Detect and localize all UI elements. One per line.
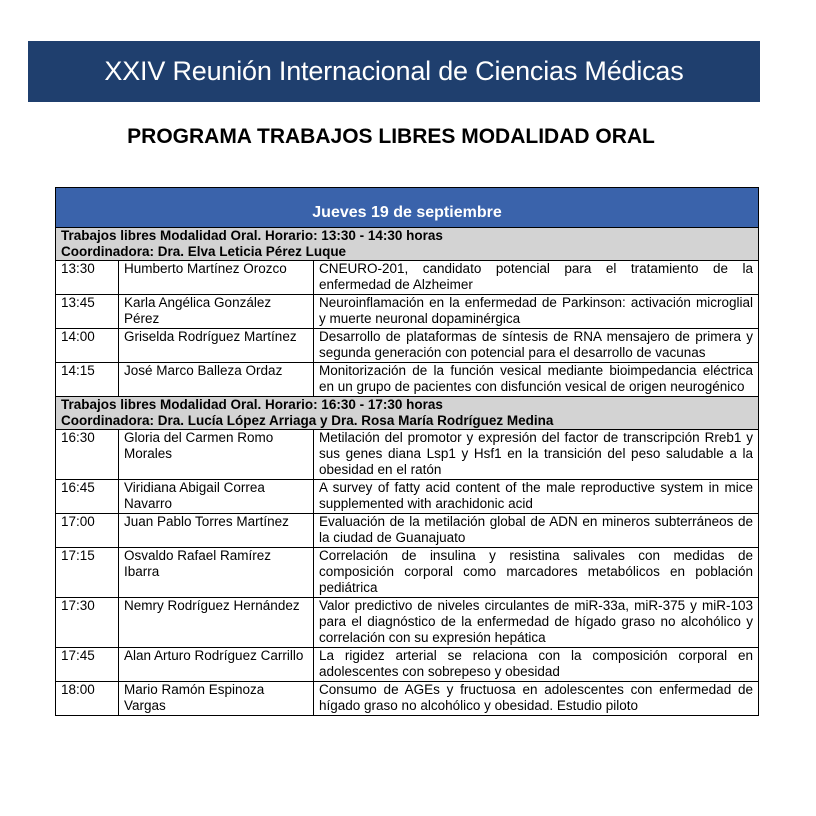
program-body: [56, 188, 759, 716]
talk-author: Mario Ramón Espinoza Vargas: [119, 682, 314, 716]
session-header-row: [56, 397, 759, 430]
table-row: [56, 261, 759, 295]
session-schedule: Trabajos libres Modalidad Oral. Horario: 13:30 - 14:30 horas: [61, 228, 443, 243]
talk-author: Viridiana Abigail Correa Navarro: [119, 480, 314, 514]
talk-title: Neuroinflamación en la enfermedad de Parkinson: activación microglial y muerte neuronal dopaminérgica: [314, 295, 759, 329]
talk-author: José Marco Balleza Ordaz: [119, 363, 314, 397]
talk-title: Metilación del promotor y expresión del factor de transcripción Rreb1 y sus genes diana Lsp1 y Hsf1 en la transición del peso saludable a la obesidad en el ratón: [314, 430, 759, 480]
talk-time: 18:00: [56, 682, 119, 716]
talk-time: 13:45: [56, 295, 119, 329]
conference-title: XXIV Reunión Internacional de Ciencias Médicas: [104, 56, 684, 86]
talk-author: Alan Arturo Rodríguez Carrillo: [119, 648, 314, 682]
talk-title: Evaluación de la metilación global de ADN en mineros subterráneos de la ciudad de Guanajuato: [314, 514, 759, 548]
talk-title: Monitorización de la función vesical mediante bioimpedancia eléctrica en un grupo de pacientes con disfunción vesical de origen neurogénico: [314, 363, 759, 397]
talk-author: Osvaldo Rafael Ramírez Ibarra: [119, 548, 314, 598]
talk-time: 16:30: [56, 430, 119, 480]
talk-title: Correlación de insulina y resistina salivales con medidas de composición corporal como marcadores metabólicos en población pediátrica: [314, 548, 759, 598]
session-schedule: Trabajos libres Modalidad Oral. Horario: 16:30 - 17:30 horas: [61, 397, 443, 412]
talk-time: 17:00: [56, 514, 119, 548]
talk-author: Juan Pablo Torres Martínez: [119, 514, 314, 548]
program-table: [55, 187, 759, 716]
page-title: PROGRAMA TRABAJOS LIBRES MODALIDAD ORAL: [127, 125, 655, 148]
talk-title: A survey of fatty acid content of the male reproductive system in mice supplemented with arachidonic acid: [314, 480, 759, 514]
talk-time: 13:30: [56, 261, 119, 295]
talk-title: CNEURO-201, candidato potencial para el tratamiento de la enfermedad de Alzheimer: [314, 261, 759, 295]
talk-title: Consumo de AGEs y fructuosa en adolescentes con enfermedad de hígado graso no alcohólico y obesidad. Estudio piloto: [314, 682, 759, 716]
talk-title: Desarrollo de plataformas de síntesis de RNA mensajero de primera y segunda generación con potencial para el desarrollo de vacunas: [314, 329, 759, 363]
conference-banner: [28, 41, 760, 102]
session-coordinator: Coordinadora: Dra. Elva Leticia Pérez Luque: [61, 244, 347, 259]
talk-author: Karla Angélica González Pérez: [119, 295, 314, 329]
talk-title: La rigidez arterial se relaciona con la composición corporal en adolescentes con sobrepeso y obesidad: [314, 648, 759, 682]
talk-time: 17:15: [56, 548, 119, 598]
table-row: [56, 598, 759, 648]
talk-author: Griselda Rodríguez Martínez: [119, 329, 314, 363]
table-row: [56, 363, 759, 397]
table-row: [56, 430, 759, 480]
day-header-row: [56, 188, 759, 228]
table-row: [56, 295, 759, 329]
talk-time: 14:00: [56, 329, 119, 363]
session-header-row: [56, 228, 759, 261]
table-row: [56, 514, 759, 548]
table-row: [56, 329, 759, 363]
table-row: [56, 682, 759, 716]
talk-author: Gloria del Carmen Romo Morales: [119, 430, 314, 480]
table-row: [56, 648, 759, 682]
talk-time: 17:45: [56, 648, 119, 682]
table-row: [56, 548, 759, 598]
talk-time: 17:30: [56, 598, 119, 648]
table-row: [56, 480, 759, 514]
talk-time: 14:15: [56, 363, 119, 397]
session-coordinator: Coordinadora: Dra. Lucía López Arriaga y Dra. Rosa María Rodríguez Medina: [61, 413, 554, 428]
talk-author: Humberto Martínez Orozco: [119, 261, 314, 295]
talk-title: Valor predictivo de niveles circulantes de miR-33a, miR-375 y miR-103 para el diagnóstico de la enfermedad de hígado graso no alcohólico y correlación con su expresión hepática: [314, 598, 759, 648]
talk-time: 16:45: [56, 480, 119, 514]
day-label: Jueves 19 de septiembre: [56, 188, 759, 228]
talk-author: Nemry Rodríguez Hernández: [119, 598, 314, 648]
